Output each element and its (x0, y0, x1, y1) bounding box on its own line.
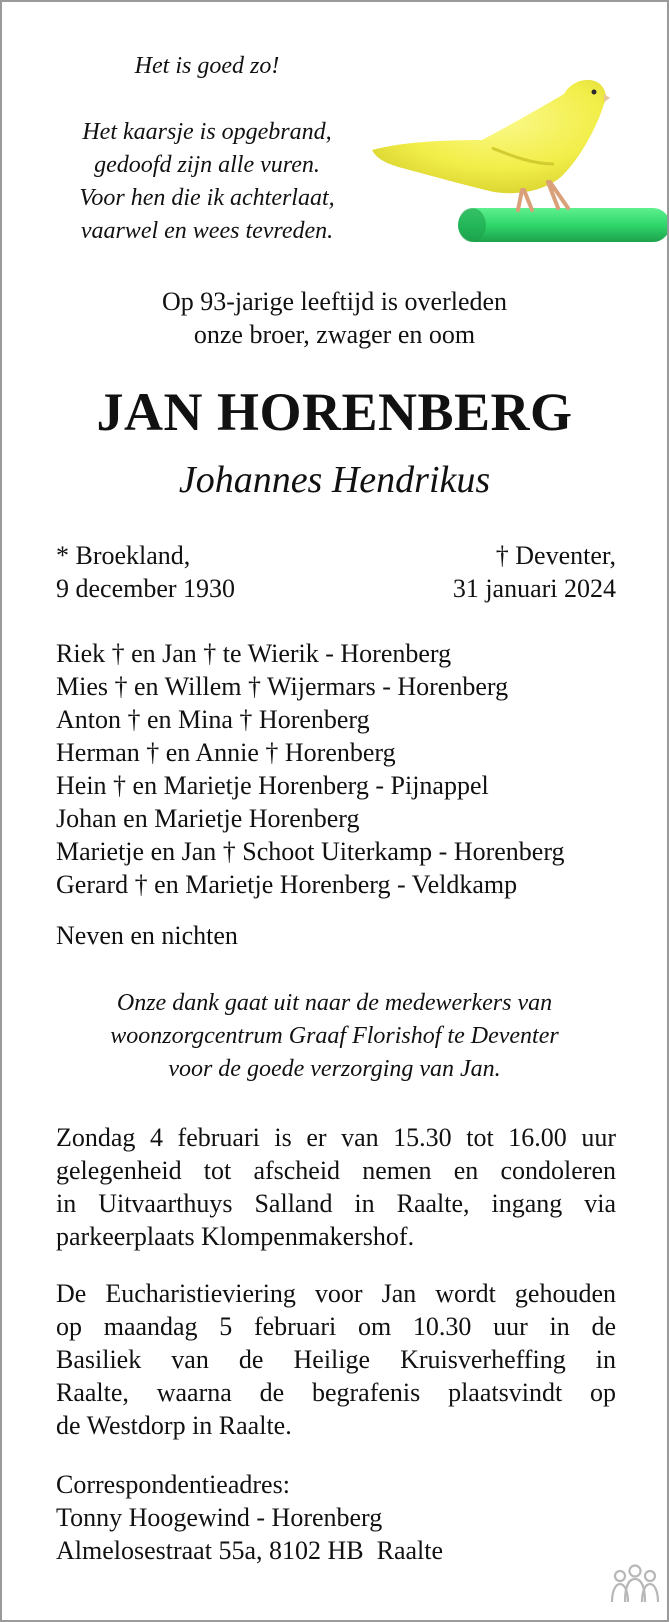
thanks-line: woonzorgcentrum Graaf Florishof te Deventer (110, 1023, 559, 1049)
family-member: Gerard † en Marietje Horenberg - Veldkamp (56, 870, 518, 899)
service-line: Basiliek van de Heilige Kruisverheffing in (56, 1345, 616, 1374)
birth-place: * Broekland, (56, 541, 191, 570)
family-member: Hein † en Marietje Horenberg - Pijnappel (56, 771, 489, 800)
service-line: op maandag 5 februari om 10.30 uur in de (56, 1312, 616, 1341)
farewell-line: gelegenheid tot afscheid nemen en condoleren (56, 1156, 616, 1185)
poem-line: Het kaarsje is opgebrand, (82, 119, 332, 145)
thanks-text (2, 987, 667, 1086)
perch-icon (458, 208, 669, 242)
family-member: Anton † en Mina † Horenberg (56, 705, 370, 734)
service-paragraph (56, 1277, 616, 1442)
deceased-name: JAN HORENBERG (96, 382, 573, 442)
poem-line: vaarwel en wees tevreden. (80, 218, 334, 244)
death-date: 31 januari 2024 (452, 574, 616, 603)
service-line: Raalte, waarna de begrafenis plaatsvindt op (56, 1378, 616, 1407)
birth-info (56, 539, 316, 605)
intro-line: Op 93-jarige leeftijd is overleden (161, 287, 508, 316)
correspondence-address (56, 1468, 443, 1567)
family-list (56, 637, 636, 901)
poem-title: Het is goed zo! (134, 53, 280, 79)
correspondence-street: Almelosestraat 55a, 8102 HB Raalte (56, 1536, 444, 1565)
family-member: Marietje en Jan † Schoot Uiterkamp - Horenberg (56, 837, 565, 866)
farewell-paragraph (56, 1121, 616, 1253)
poem-line: gedoofd zijn alle vuren. (94, 152, 320, 178)
canary-on-perch-image (372, 72, 669, 257)
farewell-line: Zondag 4 februari is er van 15.30 tot 16.00 uur (56, 1123, 616, 1152)
intro-line: onze broer, zwager en oom (193, 320, 476, 349)
people-group-logo-icon (610, 1562, 660, 1606)
correspondence-label: Correspondentieadres: (56, 1470, 290, 1499)
correspondence-name: Tonny Hoogewind - Horenberg (56, 1503, 383, 1532)
service-line: De Eucharistieviering voor Jan wordt gehouden (56, 1279, 616, 1308)
poem (42, 50, 372, 248)
canary-icon (372, 80, 606, 193)
farewell-line: in Uitvaarthuys Salland in Raalte, ingang via (56, 1189, 616, 1218)
family-member: Herman † en Annie † Horenberg (56, 738, 396, 767)
poem-line: Voor hen die ik achterlaat, (79, 185, 335, 211)
family-member: Riek † en Jan † te Wierik - Horenberg (56, 639, 452, 668)
deceased-given-names: Johannes Hendrikus (178, 459, 491, 501)
farewell-line: parkeerplaats Klompenmakershof. (56, 1222, 415, 1251)
family-member: Johan en Marietje Horenberg (56, 804, 360, 833)
thanks-line: Onze dank gaat uit naar de medewerkers van (116, 990, 553, 1016)
family-member: Mies † en Willem † Wijermars - Horenberg (56, 672, 509, 701)
intro-text (2, 285, 667, 351)
poem-spacer (42, 83, 372, 116)
service-line: de Westdorp in Raalte. (56, 1411, 292, 1440)
birth-date: 9 december 1930 (56, 574, 236, 603)
death-info (356, 539, 616, 605)
thanks-line: voor de goede verzorging van Jan. (168, 1056, 501, 1082)
relatives-line: Neven en nichten (56, 921, 238, 950)
death-place: † Deventer, (495, 541, 616, 570)
